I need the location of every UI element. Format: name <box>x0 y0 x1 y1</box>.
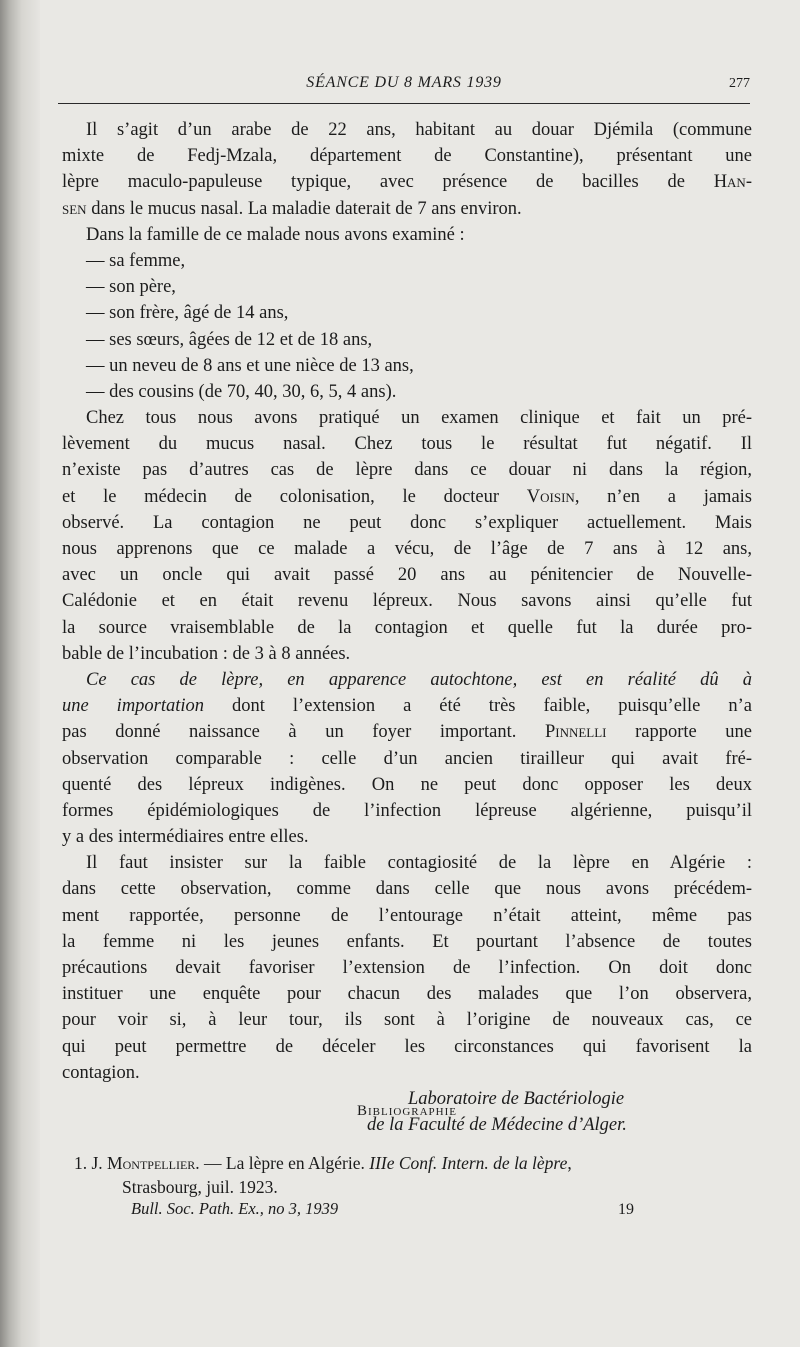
text-line <box>62 510 752 536</box>
text-span: lèvement du mucus nasal. Chez tous le résultat fut négatif. Il <box>62 434 752 455</box>
text-span: observé. La contagion ne peut donc s’expliquer actuellement. Mais <box>62 512 752 533</box>
list-item: — ses sœurs, âgées de 12 et de 18 ans, <box>86 329 373 350</box>
text-span: précautions devait favoriser l’extension de l’infection. On doit donc <box>62 958 752 978</box>
text-line <box>62 1060 752 1086</box>
page-number: 277 <box>729 76 750 91</box>
text-line <box>62 484 752 510</box>
text-span: dans le mucus nasal. La maladie daterait de 7 ans environ. <box>86 198 522 219</box>
text-span: pour voir si, à leur tour, ils sont à l’origine de nouveaux cas, ce <box>62 1010 752 1031</box>
reference-title: — La lèpre en Algérie. <box>199 1153 370 1173</box>
text-line <box>62 1034 752 1060</box>
text-span: mixte de Fedj-Mzala, département de Constantine), présentant une <box>62 146 752 167</box>
text-line: Dans la famille de ce malade nous avons examiné : <box>86 224 465 245</box>
text-span: , n’en a jamais <box>574 486 753 507</box>
list-item: — un neveu de 8 ans et une nièce de 13 ans, <box>86 355 414 376</box>
text-span: bable de l’incubation : de 3 à 8 années. <box>62 643 351 664</box>
article-body <box>62 117 752 1138</box>
text-span: Ce cas de lèpre, en apparence autochtone, est en réalité dû à <box>86 669 752 690</box>
author-name: sen <box>62 198 87 219</box>
text-line <box>62 1007 752 1033</box>
text-line <box>62 536 752 562</box>
text-span: dont l’extension a été très faible, puisqu’elle n’a <box>204 696 752 717</box>
text-line <box>62 955 752 981</box>
text-span: la femme ni les jeunes enfants. Et pourtant l’absence de toutes <box>62 931 752 952</box>
text-line <box>62 772 752 798</box>
text-line <box>62 746 752 772</box>
text-line <box>62 824 752 850</box>
text-span: observation comparable : celle d’un ancien tirailleur qui avait fré- <box>62 748 752 769</box>
text-line <box>62 981 752 1007</box>
text-span: Chez tous nous avons pratiqué un examen clinique et fait un pré- <box>86 408 752 429</box>
text-line <box>62 798 752 824</box>
running-head: SÉANCE DU 8 MARS 1939 <box>306 74 502 91</box>
book-spine-shadow <box>0 0 40 1347</box>
text-line <box>62 641 752 667</box>
text-span: la source vraisemblable de la contagion et quelle fut la durée pro- <box>62 617 752 638</box>
journal-footer: Bull. Soc. Path. Ex., no 3, 1939 <box>131 1199 339 1218</box>
text-line <box>62 431 752 457</box>
reference-source: IIIe Conf. Intern. de la lèpre <box>369 1153 568 1173</box>
text-line <box>62 850 752 876</box>
laboratory-signature: Laboratoire de Bactériologie <box>408 1088 625 1109</box>
text-line <box>62 929 752 955</box>
text-line <box>62 562 752 588</box>
signature-mark: 19 <box>618 1201 634 1218</box>
text-span: quenté des lépreux indigènes. On ne peut donc opposer les deux <box>62 774 752 795</box>
text-span: pas donné naissance à un foyer important. <box>62 722 545 743</box>
text-span: y a des intermédiaires entre elles. <box>62 827 309 848</box>
text-span: une importation <box>62 696 205 717</box>
text-span: n’existe pas d’autres cas de lèpre dans ce douar ni dans la région, <box>62 460 752 481</box>
text-span: nous apprenons que ce malade a vécu, de l’âge de 7 ans à 12 ans, <box>62 539 752 559</box>
text-span: dans cette observation, comme dans celle que nous avons précédem- <box>62 879 752 900</box>
text-span: formes épidémiologiques de l’infection lépreuse algérienne, puisqu’il <box>62 800 752 821</box>
bibliography-entry <box>74 1153 764 1174</box>
text-span: rapporte une <box>606 722 752 743</box>
text-line <box>62 615 752 641</box>
text-line <box>62 405 752 431</box>
reference-number: 1. <box>74 1153 88 1173</box>
faculty-signature: de la Faculté de Médecine d’Alger. <box>367 1115 627 1136</box>
text-line <box>62 457 752 483</box>
author-name: Han- <box>713 172 752 193</box>
list-item: — sa femme, <box>86 250 186 271</box>
text-line <box>62 196 752 222</box>
list-item: — son frère, âgé de 14 ans, <box>86 303 289 324</box>
reference-punctuation: , <box>567 1153 572 1173</box>
author-name: Voisin <box>526 486 575 507</box>
text-line <box>62 719 752 745</box>
page-header <box>58 74 750 100</box>
list-item: — son père, <box>86 277 176 298</box>
header-rule <box>58 103 750 104</box>
text-line <box>62 667 752 693</box>
text-span: et le médecin de colonisation, le docteur <box>62 486 527 507</box>
text-span: avec un oncle qui avait passé 20 ans au pénitencier de Nouvelle- <box>62 565 752 586</box>
document-page <box>40 0 800 1347</box>
text-span: qui peut permettre de déceler les circonstances qui favorisent la <box>62 1036 752 1057</box>
text-line <box>62 143 752 169</box>
bibliography-heading: Bibliographie <box>357 1103 457 1119</box>
text-span: instituer une enquête pour chacun des malades que l’on observera, <box>62 984 752 1005</box>
text-span: lèpre maculo-papuleuse typique, avec présence de bacilles de <box>62 172 714 193</box>
text-span: Il s’agit d’un arabe de 22 ans, habitant au douar Djémila (commune <box>86 120 752 140</box>
text-line <box>62 903 752 929</box>
reference-author: J. Montpellier. <box>91 1153 200 1173</box>
text-line <box>62 876 752 902</box>
text-span: Il faut insister sur la faible contagiosité de la lèpre en Algérie : <box>86 853 752 874</box>
text-line <box>62 117 752 143</box>
bibliography-entry-continuation: Strasbourg, juil. 1923. <box>122 1177 278 1197</box>
text-line <box>62 588 752 614</box>
author-name: Pinnelli <box>544 722 607 743</box>
text-span: ment rapportée, personne de l’entourage n’était atteint, même pas <box>62 905 752 926</box>
text-span: Calédonie et en était revenu lépreux. Nous savons ainsi qu’elle fut <box>62 591 752 612</box>
text-line <box>62 693 752 719</box>
list-item: — des cousins (de 70, 40, 30, 6, 5, 4 ans). <box>86 381 397 402</box>
text-line <box>62 169 752 195</box>
text-span: contagion. <box>62 1062 140 1083</box>
